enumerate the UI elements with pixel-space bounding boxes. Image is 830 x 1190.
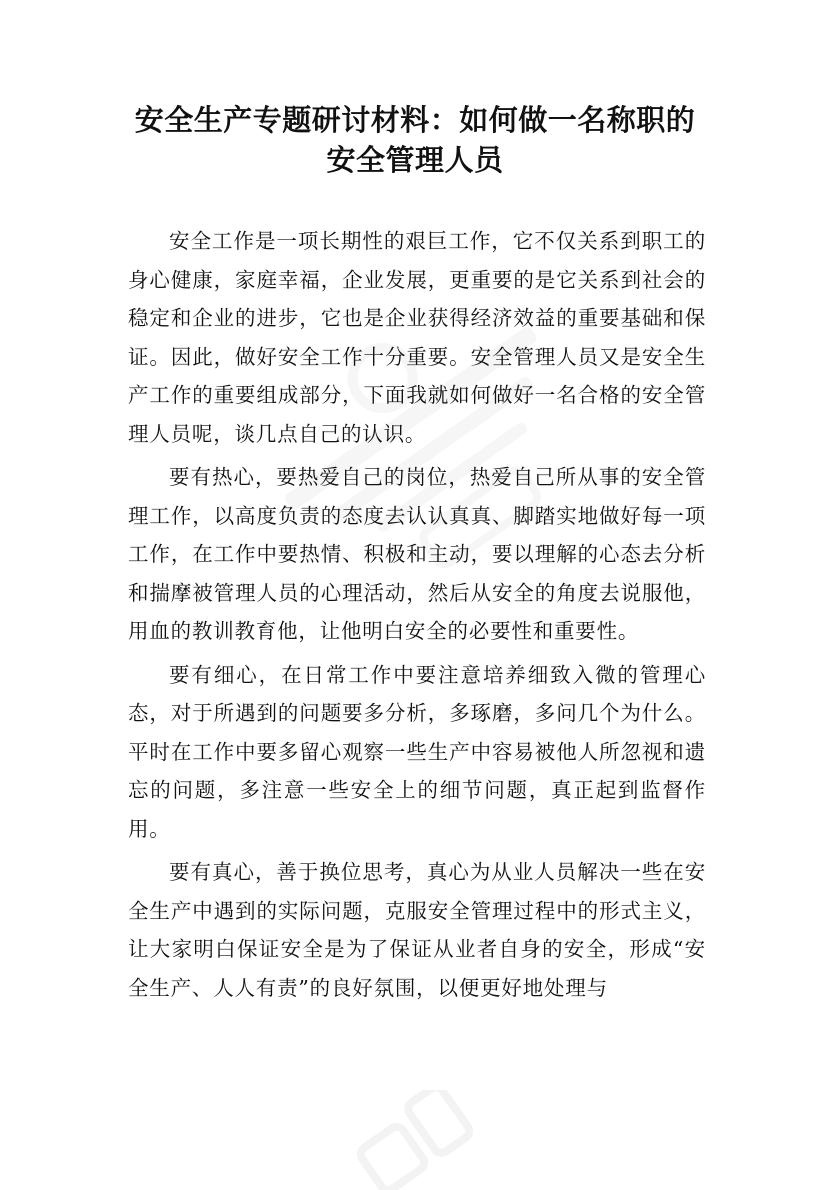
paragraph-carefulness: 要有细心，在日常工作中要注意培养细致入微的管理心态，对于所遇到的问题要多分析，多琢磨，多问几个为什么。平时在工作中要多留心观察一些生产中容易被他人所忽视和遗忘的问题，多注意一些安全上的细节问题，真正起到监督作用。 bbox=[128, 662, 706, 841]
document-body bbox=[128, 222, 706, 1012]
paragraph-intro: 安全工作是一项长期性的艰巨工作，它不仅关系到职工的身心健康，家庭幸福，企业发展，更重要的是它关系到社会的稳定和企业的进步，它也是企业获得经济效益的重要基础和保证。因此，做好安全工作十分重要。安全管理人员又是安全生产工作的重要组成部分，下面我就如何做好一名合格的安全管理人员呢，谈几点自己的认识。 bbox=[128, 229, 706, 446]
paragraph-enthusiasm: 要有热心，要热爱自己的岗位，热爱自己所从事的安全管理工作，以高度负责的态度去认认真真、脚踏实地做好每一项工作，在工作中要热情、积极和主动，要以理解的心态去分析和揣摩被管理人员的心理活动，然后从安全的角度去说服他，用血的教训教育他，让他明白安全的必要性和重要性。 bbox=[128, 465, 706, 643]
watermark-fragment-icon bbox=[330, 1090, 490, 1190]
title-line-2: 安全管理人员 bbox=[326, 143, 504, 177]
paragraph-sincerity: 要有真心，善于换位思考，真心为从业人员解决一些在安全生产中遇到的实际问题，克服安全管理过程中的形式主义，让大家明白保证安全是为了保证从业者自身的安全，形成“安全生产、人人有责”的良好氛围，以便更好地处理与 bbox=[128, 860, 706, 1000]
title-line-1: 安全生产专题研讨材料：如何做一名称职的 bbox=[134, 103, 696, 137]
document-title bbox=[100, 100, 730, 180]
